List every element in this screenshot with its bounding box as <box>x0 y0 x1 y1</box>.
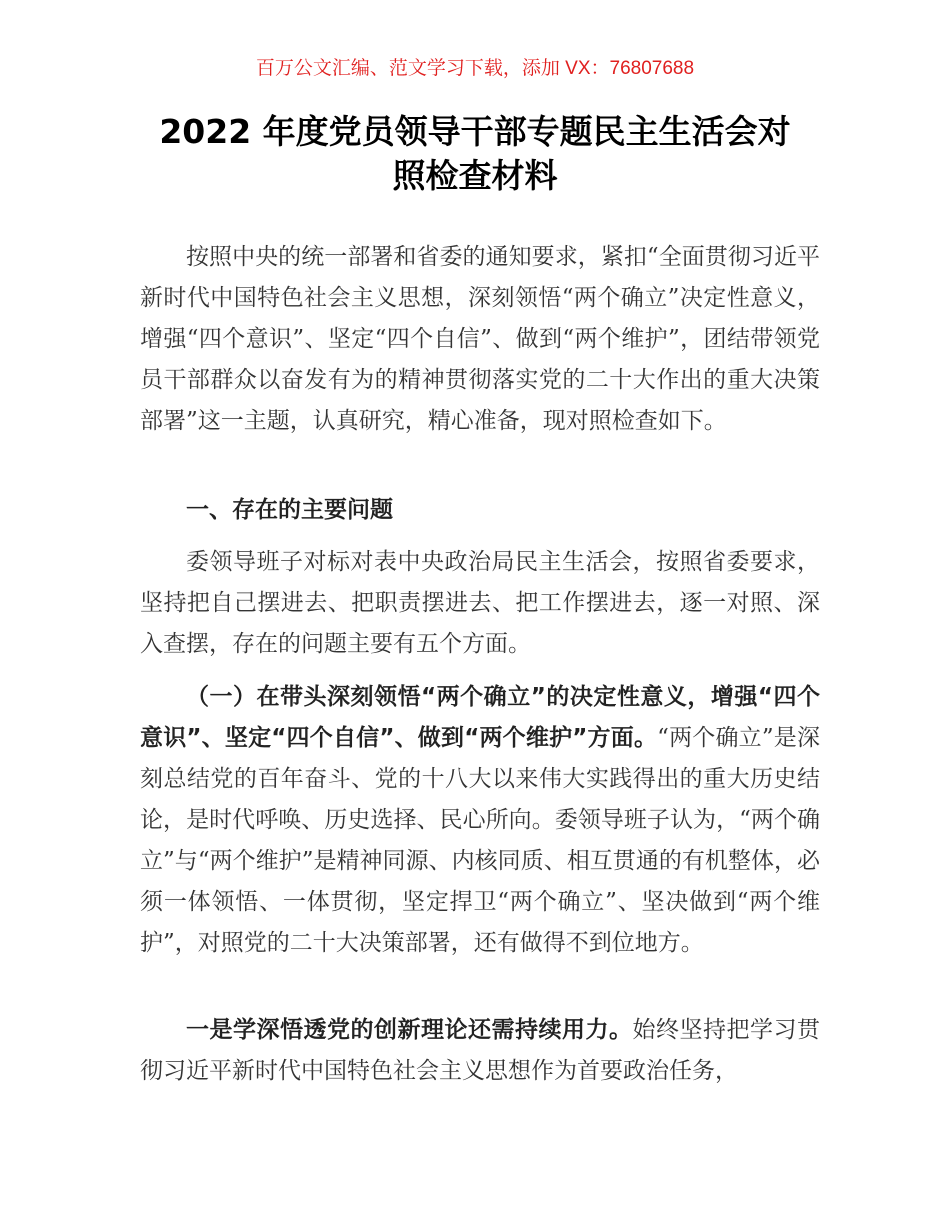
subsection-1-body: “两个确立”是深刻总结党的百年奋斗、党的十八大以来伟大实践得出的重大历史结论，是时代呼唤、历史选择、民心所向。委领导班子认为，“两个确立”与“两个维护”是精神同源、内核同质、相互贯通的有机整体，必须一体领悟、一体贯彻，坚定捍卫“两个确立”、坚决做到“两个维护”，对照党的二十大决策部署，还有做得不到位地方。 <box>140 725 820 956</box>
section-1 <box>140 490 820 531</box>
document-title <box>140 110 810 198</box>
point-1-body: 始终坚持把学习贯彻习近平新时代中国特色社会主义思想作为首要政治任务， <box>140 1017 820 1084</box>
point-1-paragraph <box>140 1010 820 1092</box>
subsection-1 <box>140 677 820 964</box>
point-1-heading: 一是学深悟透党的创新理论还需持续用力。 <box>186 1017 633 1043</box>
subsection-1-heading: （一）在带头深刻领悟“两个确立”的决定性意义，增强“四个意识”、坚定“四个自信”、做到“两个维护”方面。 <box>140 684 820 751</box>
subsection-1-paragraph <box>140 677 820 964</box>
section-1-heading: 一、存在的主要问题 <box>186 497 393 523</box>
title-line-1: 2022 年度党员领导干部专题民主生活会对 <box>159 112 791 151</box>
watermark-banner: 百万公文汇编、范文学习下载，添加 VX：76807688 <box>255 58 695 79</box>
intro-section <box>140 237 820 442</box>
point-1 <box>140 1010 820 1092</box>
section-1-paragraph: 委领导班子对标对表中央政治局民主生活会，按照省委要求，坚持把自己摆进去、把职责摆进去、把工作摆进去，逐一对照、深入查摆，存在的问题主要有五个方面。 <box>140 549 820 657</box>
section-1-body <box>140 542 820 665</box>
intro-paragraph: 按照中央的统一部署和省委的通知要求，紧扣“全面贯彻习近平新时代中国特色社会主义思想，深刻领悟“两个确立”决定性意义，增强“四个意识”、坚定“四个自信”、做到“两个维护”，团结带领党员干部群众以奋发有为的精神贯彻落实党的二十大作出的重大决策部署”这一主题，认真研究，精心准备，现对照检查如下。 <box>140 244 820 434</box>
title-line-2: 照检查材料 <box>392 156 558 195</box>
